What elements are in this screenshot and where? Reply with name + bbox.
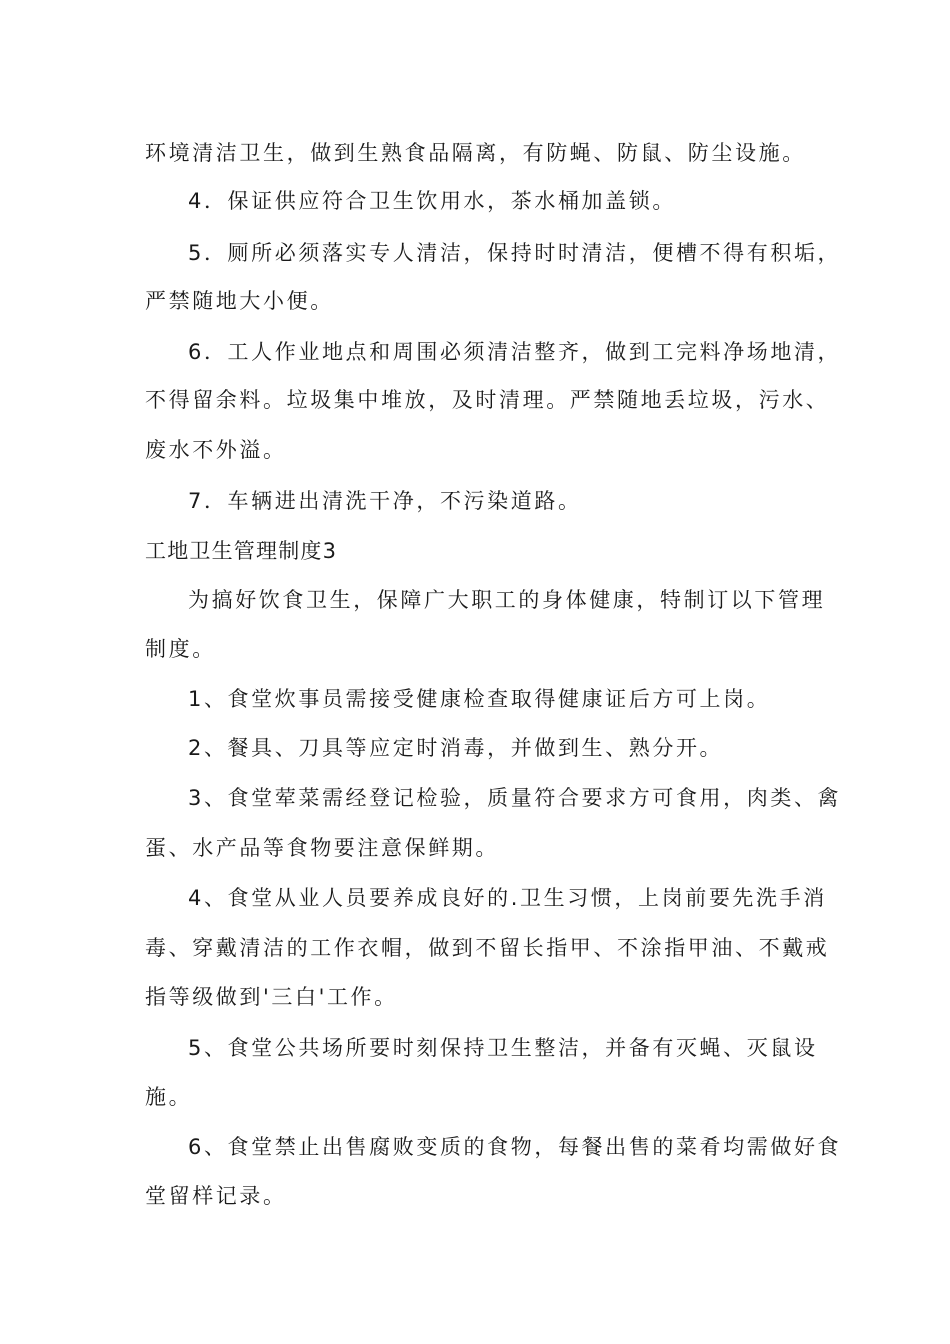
text-line: 6、食堂禁止出售腐败变质的食物，每餐出售的菜肴均需做好食	[188, 1135, 842, 1159]
text-line: 7．车辆进出清洗干净，不污染道路。	[188, 489, 582, 513]
section-heading: 工地卫生管理制度3	[145, 539, 338, 563]
text-line: 制度。	[145, 637, 216, 661]
text-line: 2、餐具、刀具等应定时消毒，并做到生、熟分开。	[188, 736, 724, 760]
text-line: 指等级做到'三白'工作。	[145, 985, 398, 1009]
text-line: 环境清洁卫生，做到生熟食品隔离，有防蝇、防鼠、防尘设施。	[145, 141, 806, 165]
text-line: 毒、穿戴清洁的工作衣帽，做到不留长指甲、不涂指甲油、不戴戒	[145, 936, 830, 960]
text-line: 严禁随地大小便。	[145, 289, 334, 313]
text-line: 蛋、水产品等食物要注意保鲜期。	[145, 836, 499, 860]
text-line: 3、食堂荤菜需经登记检验，质量符合要求方可食用，肉类、禽	[188, 786, 842, 810]
text-line: 堂留样记录。	[145, 1184, 287, 1208]
text-line: 不得留余料。垃圾集中堆放，及时清理。严禁随地丢垃圾，污水、	[145, 388, 830, 412]
text-line: 1、食堂炊事员需接受健康检查取得健康证后方可上岗。	[188, 687, 771, 711]
text-line: 6．工人作业地点和周围必须清洁整齐，做到工完料净场地清，	[188, 340, 842, 364]
text-line: 为搞好饮食卫生，保障广大职工的身体健康，特制订以下管理	[188, 588, 826, 612]
text-line: 4．保证供应符合卫生饮用水，茶水桶加盖锁。	[188, 189, 676, 213]
text-line: 5、食堂公共场所要时刻保持卫生整洁，并备有灭蝇、灭鼠设	[188, 1036, 818, 1060]
text-line: 5．厕所必须落实专人清洁，保持时时清洁，便槽不得有积垢，	[188, 241, 842, 265]
text-line: 4、食堂从业人员要养成良好的.卫生习惯，上岗前要先洗手消	[188, 886, 827, 910]
text-line: 施。	[145, 1085, 193, 1109]
text-line: 废水不外溢。	[145, 438, 287, 462]
